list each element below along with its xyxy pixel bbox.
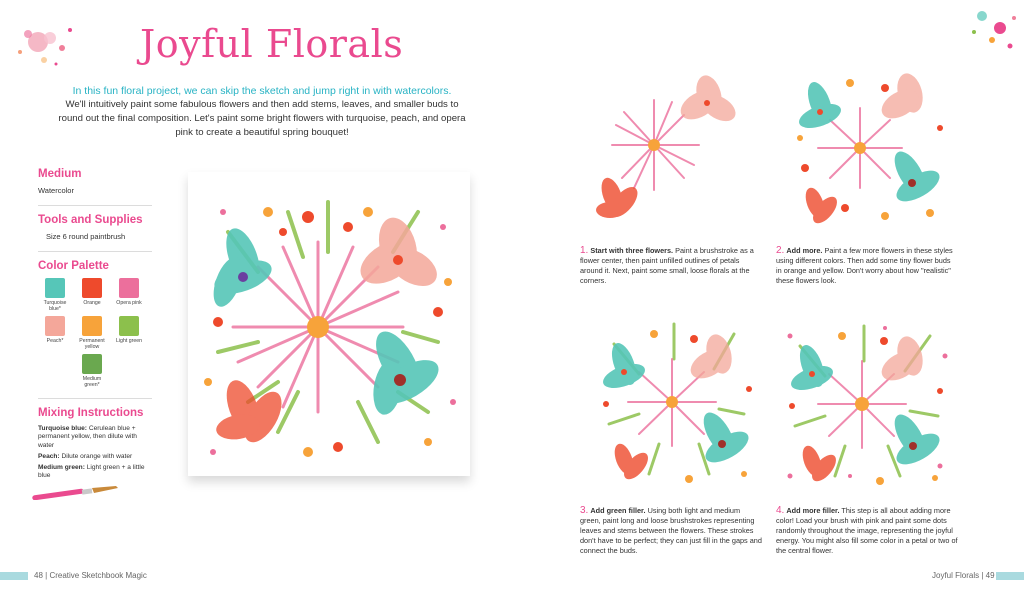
step-2-image bbox=[790, 68, 952, 230]
swatch-label: Light green bbox=[116, 338, 142, 344]
page-number: 48 bbox=[34, 571, 43, 580]
step-number: 1. bbox=[580, 245, 589, 256]
tools-heading: Tools and Supplies bbox=[38, 214, 143, 226]
intro-lead: In this fun floral project, we can skip the sketch and jump right in with watercolors. bbox=[72, 85, 452, 97]
step-1-text bbox=[580, 246, 760, 286]
footer-bar-left bbox=[0, 572, 28, 580]
bouquet-illustration bbox=[188, 172, 470, 476]
mixing-heading: Mixing Instructions bbox=[38, 407, 144, 419]
step-body: Paint a brushstroke as a flower center, then paint unfilled outlines of petals around it. Next, paint some small, loose florals at the corners. bbox=[580, 246, 754, 285]
mix-text: Dilute orange with water bbox=[61, 452, 133, 460]
swatch-cell bbox=[75, 316, 109, 350]
mix-text: Cerulean blue + permanent yellow, then dilute with water bbox=[38, 425, 137, 449]
divider bbox=[38, 251, 152, 252]
finished-painting bbox=[188, 172, 470, 476]
swatch-cell bbox=[112, 316, 146, 350]
swatch-cell bbox=[38, 278, 72, 312]
step-4-image bbox=[780, 316, 952, 488]
step-heading: Add more filler. bbox=[786, 506, 840, 515]
step-3-image bbox=[594, 314, 760, 486]
color-swatch bbox=[82, 316, 102, 336]
intro-body: We'll intuitively paint some fabulous flowers and then add stems, leaves, and smaller buds to round out the final composition. Let's paint some bright flowers with turquoise, peach, and opera pink to create a beautiful spring bouquet! bbox=[58, 99, 466, 138]
step-body: This step is all about adding more color! Load your brush with pink and paint some dots randomly throughout the image, representing the joyful energy. You might also fill some color in a petal or two of the central flower. bbox=[776, 506, 958, 555]
step-2-text bbox=[776, 246, 958, 286]
divider bbox=[38, 205, 152, 206]
mix-item bbox=[38, 425, 152, 450]
color-swatch bbox=[82, 354, 102, 374]
mix-item bbox=[38, 464, 152, 481]
color-swatch bbox=[82, 278, 102, 298]
footer-separator: | bbox=[981, 571, 984, 580]
footer-separator: | bbox=[45, 571, 48, 580]
paintbrush-illustration bbox=[32, 486, 122, 500]
color-swatch bbox=[45, 278, 65, 298]
swatch-cell bbox=[75, 354, 109, 388]
tools-text: Size 6 round paintbrush bbox=[46, 232, 126, 241]
step-3-text bbox=[580, 506, 762, 556]
swatch-cell bbox=[38, 316, 72, 350]
swatch-cell bbox=[112, 278, 146, 312]
palette-heading: Color Palette bbox=[38, 260, 109, 272]
footer-bar-right bbox=[996, 572, 1024, 580]
footer-left bbox=[34, 571, 147, 580]
color-swatch bbox=[119, 316, 139, 336]
color-palette bbox=[38, 278, 152, 388]
medium-text: Watercolor bbox=[38, 186, 74, 195]
swatch-label: Orange bbox=[83, 300, 101, 306]
medium-heading: Medium bbox=[38, 168, 82, 180]
swatch-label: Permanent yellow bbox=[79, 338, 105, 350]
page-title: Joyful Florals bbox=[140, 22, 404, 66]
intro-paragraph bbox=[52, 84, 472, 140]
paint-splatter-top-left bbox=[10, 18, 80, 73]
mix-name: Peach: bbox=[38, 452, 60, 460]
swatch-label: Opera pink bbox=[116, 300, 142, 306]
step-number: 2. bbox=[776, 245, 785, 256]
mix-name: Turquoise blue: bbox=[38, 425, 87, 432]
mix-name: Medium green: bbox=[38, 464, 85, 472]
right-page bbox=[512, 0, 1024, 602]
mix-item bbox=[38, 453, 152, 461]
step-heading: Add more. bbox=[786, 246, 823, 255]
swatch-label: Turquoise blue* bbox=[43, 300, 67, 312]
step-4-text bbox=[776, 506, 960, 556]
swatch-label: Medium green* bbox=[82, 376, 102, 388]
divider bbox=[38, 398, 152, 399]
mix-text: Light green + a little blue bbox=[38, 464, 145, 480]
color-swatch bbox=[45, 316, 65, 336]
page-number: 49 bbox=[985, 571, 995, 580]
paint-splatter-top-right bbox=[952, 6, 1022, 61]
step-1-image bbox=[594, 70, 754, 230]
step-number: 4. bbox=[776, 505, 785, 516]
step-heading: Add green filler. bbox=[590, 506, 646, 515]
supplies-sidebar bbox=[38, 168, 152, 484]
step-body: Paint a few more flowers in these styles using different colors. Then add some tiny flower buds in orange and yellow. Don't worry about how "realistic" these flowers look. bbox=[776, 246, 953, 285]
step-number: 3. bbox=[580, 505, 589, 516]
step-body: Using both light and medium green, paint long and loose brushstrokes representing leaves and stems between the flowers. These strokes don't have to be perfect; they can just fill in the gaps and connect the buds. bbox=[580, 506, 762, 555]
book-title: Creative Sketchbook Magic bbox=[49, 571, 147, 580]
swatch-label: Peach* bbox=[46, 338, 64, 344]
swatch-cell bbox=[75, 278, 109, 312]
step-heading: Start with three flowers. bbox=[590, 246, 674, 255]
chapter-title: Joyful Florals bbox=[932, 571, 980, 580]
footer-right bbox=[932, 571, 995, 580]
color-swatch bbox=[119, 278, 139, 298]
